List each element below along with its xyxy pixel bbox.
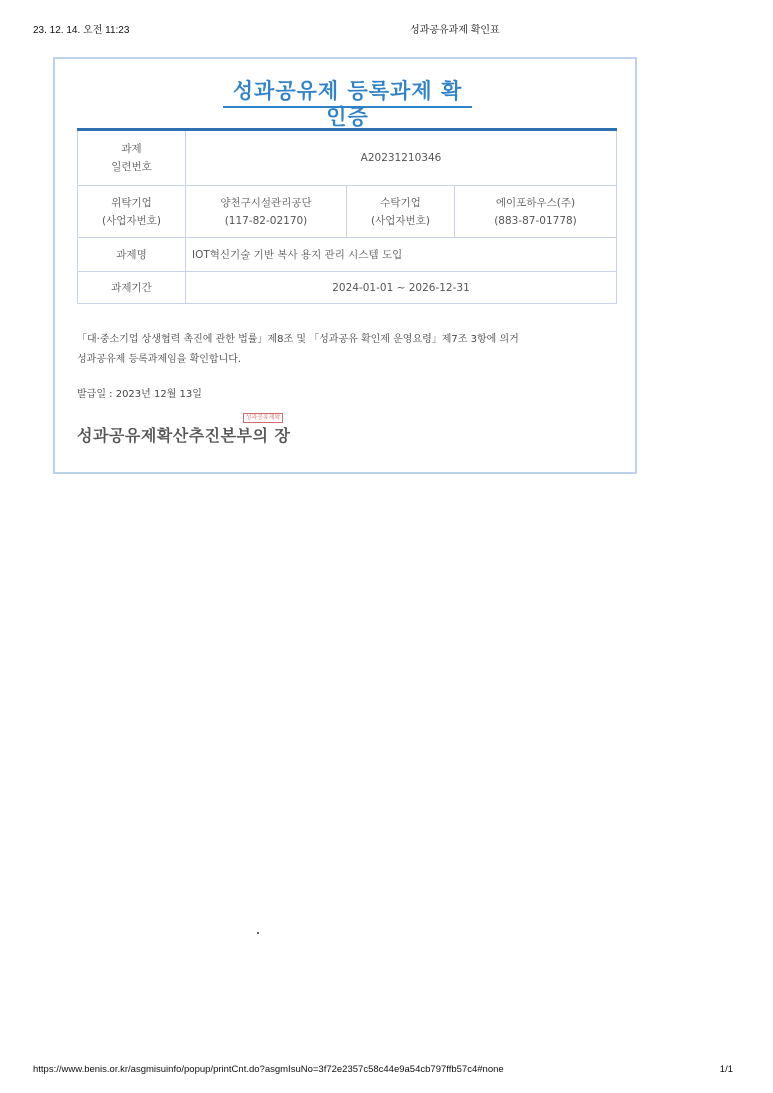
period-value: 2024-01-01 ~ 2026-12-31 [186,272,617,304]
table-row [78,186,617,238]
consignor-value: 양천구시설관리공단 (117-82-02170) [186,186,347,238]
period-label: 과제기간 [78,272,186,304]
print-header [33,21,733,35]
table-row [78,272,617,304]
table-row [78,238,617,272]
task-name-label: 과제명 [78,238,186,272]
consignee-label: 수탁기업 (사업자번호) [347,186,455,238]
print-footer [33,1064,733,1078]
certificate-info-table [77,128,617,304]
issue-date: 발급일 : 2023년 12월 13일 [77,389,202,400]
print-url: https://www.benis.or.kr/asgmisuinfo/popup/printCnt.do?asgmIsuNo=3f72e2357c58c44e9a54cb797ffb57c4#none [33,1064,504,1075]
certificate-frame [53,57,637,474]
consignee-value: 에이포하우스(주) (883-87-01778) [455,186,617,238]
task-name-value: IOT혁신기술 기반 복사 용지 관리 시스템 도입 [186,238,617,272]
official-seal-stamp: 성과공유제확 [243,413,283,423]
issuer-name: 성과공유제확산추진본부의 장 [77,426,291,445]
certificate-title: 성과공유제 등록과제 확인증 [223,78,472,108]
table-row [78,130,617,186]
print-date: 23. 12. 14. 오전 11:23 [33,25,130,36]
stray-mark [257,932,259,934]
page-count: 1/1 [719,1064,733,1075]
consignor-label: 위탁기업 (사업자번호) [78,186,186,238]
task-number-label: 과제 일련번호 [78,130,186,186]
task-number-value: A20231210346 [186,130,617,186]
print-document-title: 성과공유과제 확인표 [410,25,500,36]
legal-basis-text: 「대·중소기업 상생협력 촉진에 관한 법률」제8조 및 「성과공유 확인제 운영요령」제7조 3항에 의거 성과공유제 등록과제임을 확인합니다. [77,334,519,365]
